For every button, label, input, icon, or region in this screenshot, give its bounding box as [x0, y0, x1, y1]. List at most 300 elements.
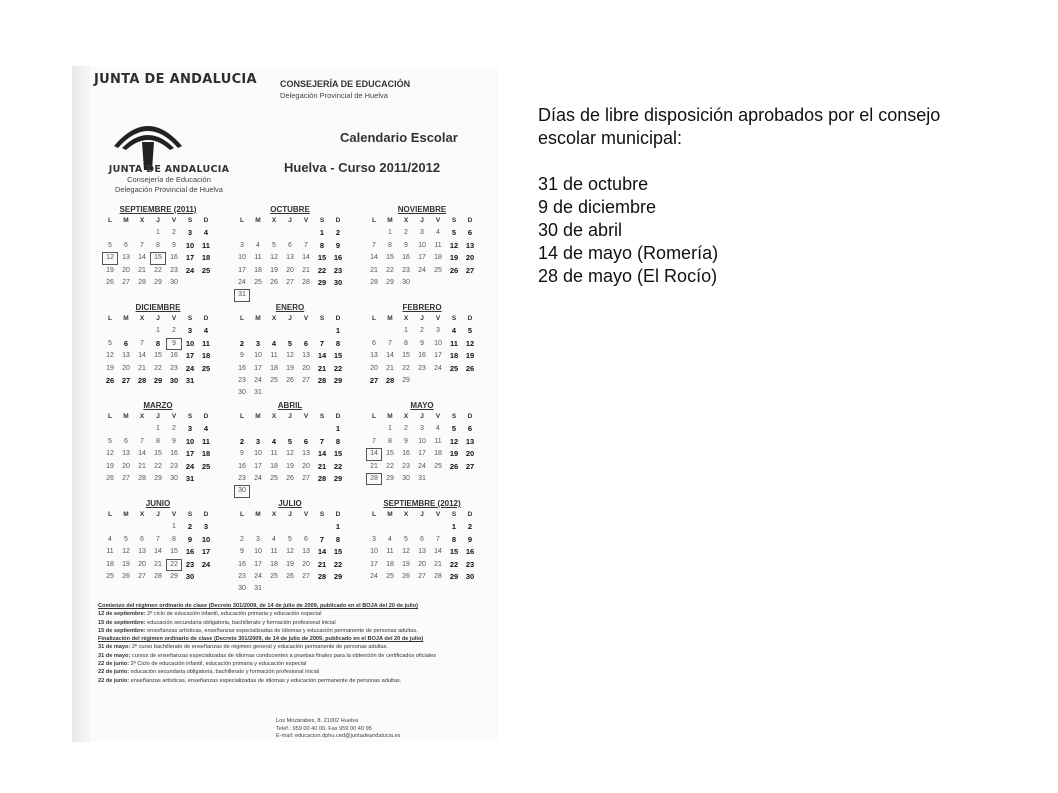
day-cell: 8 [156, 437, 160, 445]
day-cell: 23 [333, 265, 343, 275]
weekday-header: M [387, 315, 393, 322]
month-name: MARZO [143, 401, 173, 410]
day-cell: 11 [202, 338, 210, 348]
weekday-header: J [156, 217, 160, 224]
month-days-grid [234, 313, 362, 400]
day-cell: 10 [254, 450, 262, 458]
day-cell: 24 [185, 265, 195, 275]
empty-day-cell [366, 423, 382, 435]
day-cell: 24 [254, 376, 262, 384]
day-cell: 4 [108, 535, 112, 543]
note-date: 15 de septiembre: [98, 619, 146, 626]
day-cell: 28 [434, 572, 442, 580]
day-cell: 27 [121, 375, 131, 385]
day-cell: 26 [402, 572, 410, 580]
day-cell: 5 [404, 535, 408, 543]
day-cell: 17 [418, 254, 426, 262]
day-cell: 30 [465, 571, 475, 581]
day-cell: 5 [124, 535, 128, 543]
weekday-header: S [451, 217, 457, 224]
day-cell: 25 [270, 376, 278, 384]
day-cell: 19 [106, 364, 114, 372]
day-cell: 26 [286, 572, 294, 580]
day-cell: 10 [434, 339, 442, 347]
weekday-header: M [123, 511, 129, 518]
day-cell: 27 [122, 474, 130, 482]
day-cell: 28 [154, 572, 162, 580]
month-calendar [98, 498, 230, 596]
weekday-header: V [435, 511, 441, 518]
calendar-course: Huelva - Curso 2011/2012 [284, 160, 441, 175]
day-cell: 18 [434, 254, 442, 262]
header-delegacion: Delegación Provincial de Huelva [280, 91, 388, 100]
weekday-header: D [203, 511, 209, 518]
day-cell: 16 [418, 352, 426, 360]
month-name: MAYO [410, 401, 434, 410]
day-cell: 31 [254, 585, 262, 593]
day-cell: 22 [154, 462, 162, 470]
day-cell: 31 [418, 474, 426, 482]
weekday-header: S [451, 511, 457, 518]
weekday-header: V [171, 413, 177, 420]
month-days-grid [366, 215, 494, 289]
empty-day-cell [102, 423, 118, 435]
day-cell: 16 [238, 364, 246, 372]
day-cell: 9 [467, 534, 473, 544]
empty-day-cell [134, 521, 150, 533]
day-cell: 25 [201, 461, 211, 471]
day-cell: 8 [155, 338, 161, 348]
empty-day-cell [366, 227, 382, 239]
day-cell: 7 [319, 436, 325, 446]
day-cell: 4 [203, 424, 209, 434]
day-cell: 3 [420, 229, 424, 237]
day-cell: 28 [317, 571, 327, 581]
weekday-header: D [335, 413, 341, 420]
empty-day-cell [234, 423, 250, 435]
day-cell: 17 [254, 462, 262, 470]
day-cell: 3 [436, 327, 440, 335]
day-cell: 24 [418, 266, 426, 274]
weekday-header: M [255, 315, 261, 322]
month-name: SEPTIEMBRE (2011) [119, 205, 197, 214]
free-day-item: 9 de diciembre [538, 197, 657, 217]
day-cell: 8 [404, 339, 408, 347]
weekday-header: D [335, 217, 341, 224]
day-cell: 9 [240, 450, 244, 458]
note-line [98, 668, 490, 676]
weekday-header: L [240, 511, 244, 518]
day-cell: 18 [270, 560, 278, 568]
day-cell: 25 [201, 363, 211, 373]
header-consejeria: CONSEJERÍA DE EDUCACIÓN [280, 79, 411, 89]
day-cell: 27 [418, 572, 426, 580]
empty-day-cell [118, 227, 134, 239]
day-cell: 23 [402, 266, 410, 274]
day-cell: 5 [288, 535, 292, 543]
day-cell: 10 [254, 548, 262, 556]
day-cell: 21 [370, 462, 378, 470]
day-cell: 16 [170, 450, 178, 458]
day-cell: 28 [317, 375, 327, 385]
day-cell: 13 [122, 352, 130, 360]
day-cell: 18 [270, 364, 278, 372]
weekday-header: S [187, 217, 193, 224]
day-cell: 13 [286, 254, 294, 262]
day-cell: 14 [317, 547, 327, 557]
empty-day-cell [234, 325, 250, 337]
day-cell: 11 [386, 548, 394, 556]
weekday-header: S [187, 315, 193, 322]
day-cell: 20 [122, 266, 130, 274]
weekday-header: M [255, 217, 261, 224]
day-cell: 20 [302, 462, 310, 470]
day-cell: 18 [386, 560, 394, 568]
note-text: enseñanzas artísticas, enseñanzas especializadas de idiomas y educación permanente de personas adultas. [129, 677, 402, 684]
day-cell: 7 [372, 241, 376, 249]
day-cell: 30 [402, 278, 410, 286]
day-cell: 10 [418, 241, 426, 249]
day-cell: 3 [372, 535, 376, 543]
day-cell: 9 [404, 241, 408, 249]
weekday-header: D [335, 315, 341, 322]
day-cell: 26 [270, 278, 278, 286]
day-cell: 31 [185, 375, 195, 385]
day-cell: 23 [238, 376, 246, 384]
weekday-header: J [420, 217, 424, 224]
day-cell: 25 [106, 572, 114, 580]
day-cell: 9 [240, 548, 244, 556]
weekday-header: D [203, 413, 209, 420]
day-cell: 10 [185, 240, 195, 250]
day-cell: 30 [238, 585, 246, 593]
day-cell: 5 [287, 338, 293, 348]
notes-start-heading: Comienzo del régimen ordinario de clase (Decreto 301/2009, de 14 de julio de 2009, publicado en el BOJA del 20 de julio) [98, 603, 418, 609]
empty-day-cell [250, 227, 266, 239]
day-cell: 27 [465, 461, 475, 471]
day-cell: 7 [140, 241, 144, 249]
day-cell: 26 [286, 376, 294, 384]
weekday-header: L [372, 413, 376, 420]
empty-day-cell [134, 423, 150, 435]
notes-block [98, 602, 490, 685]
note-date: 31 de mayo: [98, 652, 131, 659]
month-calendar [230, 204, 362, 302]
day-cell: 17 [434, 352, 442, 360]
day-cell: 26 [465, 363, 475, 373]
day-cell: 20 [370, 364, 378, 372]
weekday-header: D [467, 315, 473, 322]
day-cell: 14 [386, 352, 394, 360]
day-cell: 29 [333, 473, 343, 483]
weekday-header: L [240, 217, 244, 224]
day-cell: 14 [434, 548, 442, 556]
month-name: DICIEMBRE [135, 303, 181, 312]
day-cell: 10 [418, 437, 426, 445]
day-cell: 10 [185, 436, 195, 446]
day-cell: 25 [201, 265, 211, 275]
day-cell: 2 [172, 425, 176, 433]
day-cell: 29 [402, 376, 410, 384]
month-days-grid [366, 509, 494, 583]
month-calendar [230, 400, 362, 498]
day-cell: 20 [122, 462, 130, 470]
day-cell: 1 [335, 522, 341, 532]
day-cell: 9 [187, 534, 193, 544]
day-cell: 1 [156, 425, 160, 433]
day-cell: 15 [317, 253, 327, 263]
month-days-grid [366, 411, 494, 485]
day-cell: 19 [402, 560, 410, 568]
day-cell: 7 [319, 534, 325, 544]
empty-day-cell [314, 521, 330, 533]
day-cell: 23 [170, 364, 178, 372]
day-cell: 23 [418, 364, 426, 372]
day-cell: 9 [404, 437, 408, 445]
weekday-header: X [139, 511, 145, 518]
day-cell: 6 [420, 535, 424, 543]
day-cell: 1 [388, 229, 392, 237]
day-cell: 6 [467, 424, 473, 434]
free-day-cell: 28 [366, 473, 382, 485]
day-cell: 4 [203, 326, 209, 336]
weekday-header: V [171, 315, 177, 322]
weekday-header: L [108, 511, 112, 518]
month-name: JUNIO [145, 499, 171, 508]
day-cell: 19 [449, 449, 459, 459]
day-cell: 12 [286, 450, 294, 458]
day-cell: 15 [333, 547, 343, 557]
day-cell: 3 [255, 338, 261, 348]
weekday-header: M [123, 217, 129, 224]
weekday-header: L [372, 217, 376, 224]
month-calendar [362, 400, 494, 498]
empty-day-cell [250, 325, 266, 337]
day-cell: 20 [138, 560, 146, 568]
free-day-item: 31 de octubre [538, 174, 649, 194]
month-calendar [362, 204, 494, 302]
email-line: E-mail: educacion.dphu.ced@juntadeandalucia.es [276, 733, 401, 740]
month-calendar [362, 498, 494, 596]
notes-end-list [98, 643, 490, 684]
day-cell: 12 [270, 254, 278, 262]
free-day-cell: 9 [166, 338, 182, 350]
month-name: FEBRERO [402, 303, 442, 312]
day-cell: 11 [434, 241, 442, 249]
empty-day-cell [298, 423, 314, 435]
day-cell: 7 [436, 535, 440, 543]
day-cell: 1 [335, 424, 341, 434]
day-cell: 27 [302, 474, 310, 482]
day-cell: 29 [386, 278, 394, 286]
day-cell: 18 [434, 450, 442, 458]
day-cell: 24 [185, 363, 195, 373]
day-cell: 15 [449, 547, 459, 557]
day-cell: 26 [286, 474, 294, 482]
notes-start-list [98, 610, 490, 635]
note-line [98, 677, 490, 685]
day-cell: 29 [153, 375, 163, 385]
day-cell: 16 [170, 352, 178, 360]
day-cell: 28 [138, 278, 146, 286]
empty-day-cell [282, 423, 298, 435]
note-text: educación secundaria obligatoria, bachillerato y formación profesional inicial [129, 669, 320, 676]
empty-day-cell [366, 521, 382, 533]
day-cell: 21 [302, 266, 310, 274]
note-date: 15 de septiembre: [98, 627, 146, 634]
note-line [98, 619, 490, 627]
empty-day-cell [282, 325, 298, 337]
weekday-header: V [303, 217, 309, 224]
note-line [98, 660, 490, 668]
day-cell: 22 [154, 364, 162, 372]
month-calendar [230, 498, 362, 596]
weekday-header: X [403, 511, 409, 518]
empty-day-cell [282, 227, 298, 239]
day-cell: 5 [108, 437, 112, 445]
day-cell: 3 [187, 424, 193, 434]
day-cell: 29 [154, 278, 162, 286]
day-cell: 23 [170, 266, 178, 274]
day-cell: 19 [449, 253, 459, 263]
day-cell: 1 [156, 327, 160, 335]
day-cell: 10 [185, 338, 195, 348]
weekday-header: L [108, 413, 112, 420]
day-cell: 2 [239, 436, 245, 446]
day-cell: 11 [254, 254, 262, 262]
day-cell: 12 [449, 436, 459, 446]
day-cell: 5 [272, 241, 276, 249]
month-days-grid [102, 313, 230, 387]
day-cell: 26 [105, 375, 115, 385]
day-cell: 15 [333, 449, 343, 459]
note-date: 22 de junio: [98, 669, 130, 676]
phone-line: Telef.: 959 00 40 00. Fax 959 00 40 95 [276, 725, 372, 732]
weekday-header: D [467, 511, 473, 518]
day-cell: 19 [286, 364, 294, 372]
day-cell: 21 [370, 266, 378, 274]
day-cell: 1 [335, 326, 341, 336]
day-cell: 11 [106, 548, 114, 556]
day-cell: 13 [465, 240, 475, 250]
month-days-grid [102, 509, 230, 583]
day-cell: 20 [302, 364, 310, 372]
day-cell: 16 [185, 547, 195, 557]
day-cell: 19 [106, 462, 114, 470]
empty-day-cell [414, 521, 430, 533]
day-cell: 19 [270, 266, 278, 274]
day-cell: 15 [386, 254, 394, 262]
day-cell: 25 [434, 462, 442, 470]
weekday-header: J [420, 315, 424, 322]
weekday-header: J [288, 315, 292, 322]
day-cell: 12 [122, 548, 130, 556]
day-cell: 24 [238, 278, 246, 286]
day-cell: 24 [254, 572, 262, 580]
weekday-header: J [288, 511, 292, 518]
day-cell: 1 [319, 228, 325, 238]
day-cell: 2 [420, 327, 424, 335]
day-cell: 12 [465, 338, 475, 348]
month-calendar [362, 302, 494, 400]
weekday-header: S [187, 511, 193, 518]
day-cell: 25 [434, 266, 442, 274]
day-cell: 31 [185, 473, 195, 483]
day-cell: 3 [203, 522, 209, 532]
day-cell: 22 [333, 363, 343, 373]
day-cell: 13 [465, 436, 475, 446]
weekday-header: J [156, 315, 160, 322]
day-cell: 24 [434, 364, 442, 372]
day-cell: 19 [106, 266, 114, 274]
day-cell: 27 [302, 376, 310, 384]
free-day-cell: 12 [102, 252, 118, 264]
day-cell: 22 [333, 461, 343, 471]
day-cell: 5 [108, 241, 112, 249]
day-cell: 12 [286, 352, 294, 360]
day-cell: 23 [238, 572, 246, 580]
day-cell: 15 [154, 450, 162, 458]
day-cell: 13 [418, 548, 426, 556]
day-cell: 25 [270, 572, 278, 580]
day-cell: 28 [385, 375, 395, 385]
day-cell: 8 [388, 437, 392, 445]
day-cell: 16 [238, 560, 246, 568]
day-cell: 1 [404, 327, 408, 335]
day-cell: 21 [386, 364, 394, 372]
weekday-header: S [187, 413, 193, 420]
weekday-header: M [123, 315, 129, 322]
header-junta-title: JUNTA DE ANDALUCIA [94, 72, 257, 87]
weekday-header: X [139, 315, 145, 322]
day-cell: 29 [170, 572, 178, 580]
weekday-header: V [171, 511, 177, 518]
day-cell: 23 [185, 559, 195, 569]
month-days-grid [102, 215, 230, 289]
day-cell: 4 [436, 425, 440, 433]
address-block [276, 718, 400, 741]
address-line: Los Mozárabes, 8. 21002 Huelva [276, 718, 359, 724]
month-calendar [98, 302, 230, 400]
day-cell: 2 [335, 228, 341, 238]
day-cell: 9 [172, 437, 176, 445]
day-cell: 20 [286, 266, 294, 274]
weekday-header: V [435, 315, 441, 322]
empty-day-cell [282, 521, 298, 533]
weekday-header: L [108, 315, 112, 322]
day-cell: 24 [370, 572, 378, 580]
day-cell: 30 [333, 277, 343, 287]
free-day-item: 28 de mayo (El Rocío) [538, 266, 718, 286]
day-cell: 29 [386, 474, 394, 482]
day-cell: 26 [449, 265, 459, 275]
day-cell: 2 [187, 522, 193, 532]
day-cell: 15 [154, 352, 162, 360]
weekday-header: X [139, 217, 145, 224]
free-day-item: 14 de mayo (Romería) [538, 243, 719, 263]
day-cell: 8 [335, 436, 341, 446]
day-cell: 7 [388, 339, 392, 347]
day-cell: 11 [270, 450, 278, 458]
month-calendar [230, 302, 362, 400]
empty-day-cell [118, 325, 134, 337]
logo-name: JUNTA DE ANDALUCIA [108, 164, 230, 175]
free-day-item: 30 de abril [538, 220, 623, 240]
day-cell: 17 [418, 450, 426, 458]
weekday-header: D [467, 217, 473, 224]
weekday-header: L [372, 511, 376, 518]
weekday-header: D [335, 511, 341, 518]
